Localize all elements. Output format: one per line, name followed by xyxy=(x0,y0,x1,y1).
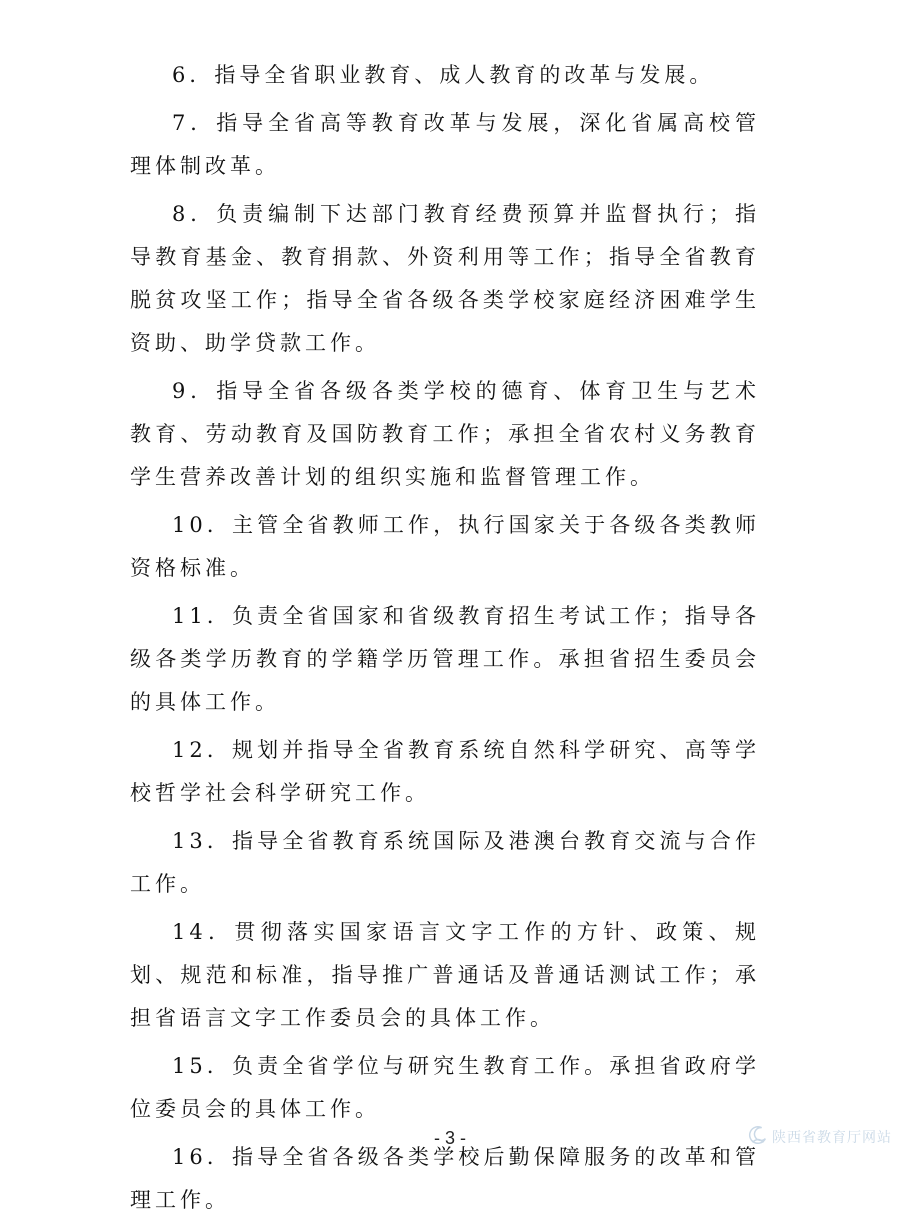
paragraph-10: 10．主管全省教师工作，执行国家关于各级各类教师资格标准。 xyxy=(130,513,760,580)
paragraph-15: 15．负责全省学位与研究生教育工作。承担省政府学位委员会的具体工作。 xyxy=(130,1054,760,1121)
paragraph-14: 14．贯彻落实国家语言文字工作的方针、政策、规划、规范和标准，指导推广普通话及普通话测试工作；承担省语言文字工作委员会的具体工作。 xyxy=(130,920,760,1030)
crescent-logo-icon xyxy=(747,1124,769,1150)
document-body xyxy=(130,54,760,1227)
paragraph-13: 13．指导全省教育系统国际及港澳台教育交流与合作工作。 xyxy=(130,829,760,896)
paragraph-8: 8．负责编制下达部门教育经费预算并监督执行；指导教育基金、教育捐款、外资利用等工作；指导全省教育脱贫攻坚工作；指导全省各级各类学校家庭经济困难学生资助、助学贷款工作。 xyxy=(130,202,760,355)
paragraph-6: 6．指导全省职业教育、成人教育的改革与发展。 xyxy=(172,63,715,87)
watermark-text: 陕西省教育厅网站 xyxy=(772,1130,892,1146)
page-number: - 3 - xyxy=(433,1128,466,1148)
paragraph-16: 16．指导全省各级各类学校后勤保障服务的改革和管理工作。 xyxy=(130,1145,760,1212)
paragraph-7: 7．指导全省高等教育改革与发展，深化省属高校管理体制改革。 xyxy=(130,111,760,178)
site-watermark xyxy=(747,1124,892,1150)
paragraph-11: 11．负责全省国家和省级教育招生考试工作；指导各级各类学历教育的学籍学历管理工作。承担省招生委员会的具体工作。 xyxy=(130,604,760,714)
paragraph-12: 12．规划并指导全省教育系统自然科学研究、高等学校哲学社会科学研究工作。 xyxy=(130,738,760,805)
paragraph-9: 9．指导全省各级各类学校的德育、体育卫生与艺术教育、劳动教育及国防教育工作；承担全省农村义务教育学生营养改善计划的组织实施和监督管理工作。 xyxy=(130,379,760,489)
